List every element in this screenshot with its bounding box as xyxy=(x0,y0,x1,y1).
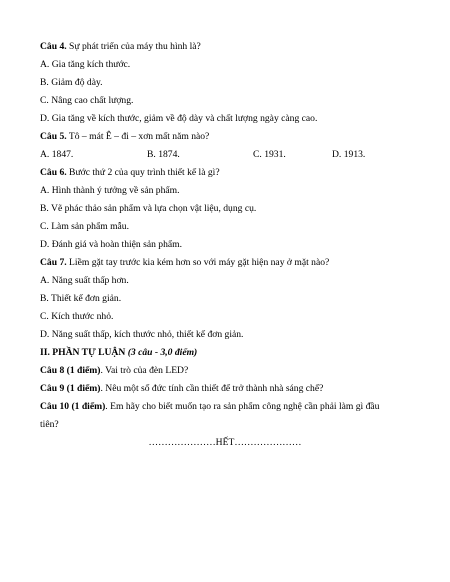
question-6-option-c: C. Làm sản phẩm mẫu. xyxy=(40,221,129,232)
question-10-label: Câu 10 (1 điểm) xyxy=(40,401,106,412)
question-7-option-d: D. Năng suất thấp, kích thước nhỏ, thiết kế đơn giản. xyxy=(40,329,244,340)
question-8-text: . Vai trò của đèn LED? xyxy=(100,365,189,376)
question-6-option-d: D. Đánh giá và hoàn thiện sản phẩm. xyxy=(40,239,183,250)
question-6-label: Câu 6. xyxy=(40,167,67,178)
question-4-label: Câu 4. xyxy=(40,41,67,52)
question-10 xyxy=(40,401,379,413)
question-7-option-b: B. Thiết kế đơn giản. xyxy=(40,293,122,304)
question-6-option-b: B. Vẽ phác thảo sản phẩm và lựa chọn vật liệu, dụng cụ. xyxy=(40,203,257,214)
question-4-option-b: B. Giảm độ dày. xyxy=(40,77,103,88)
question-4-option-a: A. Gia tăng kích thước. xyxy=(40,59,131,70)
question-8-label: Câu 8 (1 điểm) xyxy=(40,365,101,376)
question-4-option-c: C. Nâng cao chất lượng. xyxy=(40,95,134,106)
question-9 xyxy=(40,383,323,395)
question-8 xyxy=(40,365,188,377)
question-7-option-a: A. Năng suất thấp hơn. xyxy=(40,275,129,286)
question-7-text: Liềm gặt tay trước kia kém hơn so với máy gặt hiện nay ở mặt nào? xyxy=(66,257,330,268)
question-7 xyxy=(40,257,329,269)
question-5-option-c: C. 1931. xyxy=(253,149,286,160)
question-5-option-a: A. 1847. xyxy=(40,149,74,160)
question-5-text: Tô – mát Ê – đi – xơn mất năm nào? xyxy=(66,131,210,142)
question-5-option-b: B. 1874. xyxy=(147,149,180,160)
question-9-label: Câu 9 (1 điểm) xyxy=(40,383,101,394)
question-7-label: Câu 7. xyxy=(40,257,67,268)
question-5-option-d: D. 1913. xyxy=(332,149,366,160)
question-4 xyxy=(40,41,201,53)
end-marker: …………………HẾT………………… xyxy=(148,437,302,448)
question-6 xyxy=(40,167,220,179)
section-2-title: II. PHẦN TỰ LUẬN xyxy=(40,347,126,358)
question-6-option-a: A. Hình thành ý tưởng về sản phẩm. xyxy=(40,185,180,196)
section-2-subtitle: (3 câu - 3,0 điểm) xyxy=(127,347,198,358)
question-4-text: Sự phát triển của máy thu hình là? xyxy=(66,41,201,52)
question-5 xyxy=(40,131,209,143)
question-6-text: Bước thứ 2 của quy trình thiết kế là gì? xyxy=(66,167,220,178)
question-7-option-c: C. Kích thước nhỏ. xyxy=(40,311,114,322)
question-10-text-line-2: tiên? xyxy=(40,419,59,430)
question-4-option-d: D. Gia tăng về kích thước, giảm về độ dày và chất lượng ngày càng cao. xyxy=(40,113,318,124)
section-2-heading xyxy=(40,347,197,359)
question-5-label: Câu 5. xyxy=(40,131,67,142)
question-9-text: . Nêu một số đức tính cần thiết để trở thành nhà sáng chế? xyxy=(100,383,324,394)
question-10-text-line-1: . Em hãy cho biết muốn tạo ra sản phẩm công nghệ cần phải làm gì đầu xyxy=(105,401,380,412)
